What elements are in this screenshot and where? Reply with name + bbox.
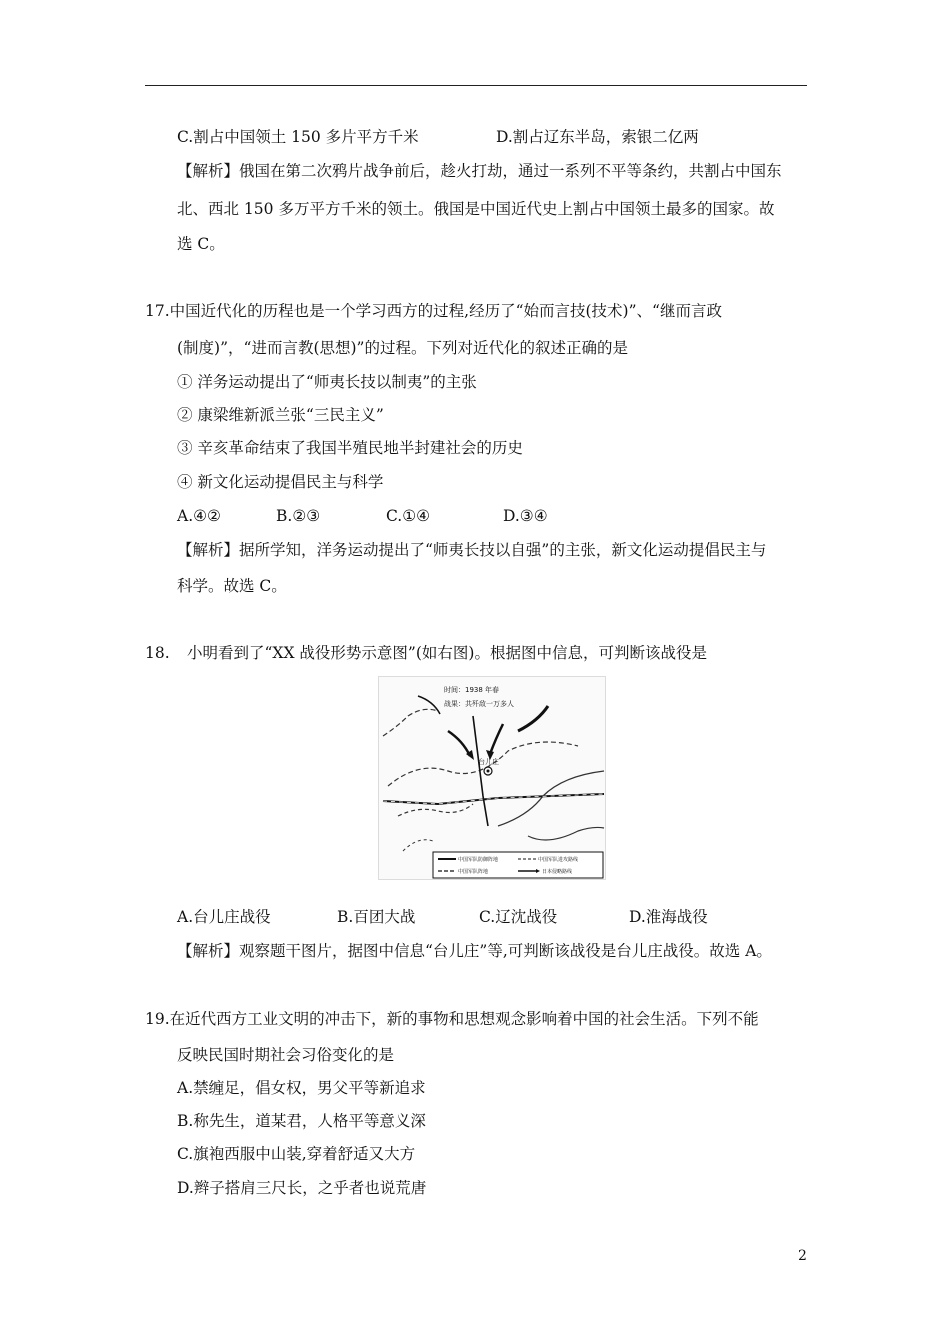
q19-stem-line-2: 反映民国时期社会习俗变化的是 [177, 1046, 395, 1064]
q18-stem: 小明看到了“XX 战役形势示意图”(如右图)。根据图中信息，可判断该战役是 [187, 644, 707, 662]
q17-stem-line-1: 17.中国近代化的历程也是一个学习西方的过程,经历了“始而言技(技术)”、“继而言政 [145, 302, 722, 320]
q19-option-d: D.辫子搭肩三尺长，之乎者也说荒唐 [177, 1179, 427, 1197]
q17-statement-3: ③ 辛亥革命结束了我国半殖民地半封建社会的历史 [177, 439, 523, 457]
map-legend-2: 中国军队进攻路线 [538, 857, 579, 863]
q18-option-d: D.淮海战役 [629, 908, 708, 926]
battle-map-figure [378, 676, 606, 880]
q16-option-c: C.割占中国领土 150 多片平方千米 [177, 128, 419, 146]
q19-stem-line-1: 19.在近代西方工业文明的冲击下，新的事物和思想观念影响着中国的社会生活。下列不能 [145, 1010, 759, 1028]
q17-analysis-line-2: 科学。故选 C。 [177, 577, 287, 595]
q17-option-b: B.②③ [276, 507, 321, 525]
q18-option-b: B.百团大战 [337, 908, 416, 926]
q17-statement-4: ④ 新文化运动提倡民主与科学 [177, 473, 384, 491]
map-legend-3: 中国军队阵地 [458, 869, 489, 875]
q17-statement-1: ① 洋务运动提出了“师夷长技以制夷”的主张 [177, 373, 477, 391]
q17-statement-2: ② 康梁维新派兰张“三民主义” [177, 406, 384, 424]
q18-option-a: A.台儿庄战役 [177, 908, 271, 926]
q17-option-d: D.③④ [503, 507, 548, 525]
header-rule [145, 85, 807, 86]
q16-option-d: D.割占辽东半岛，索银二亿两 [496, 128, 699, 146]
map-result-label: 战果：共歼敌一万多人 [444, 700, 514, 708]
q17-option-a: A.④② [177, 507, 221, 525]
q18-number: 18. [145, 644, 170, 662]
q17-option-c: C.①④ [386, 507, 431, 525]
map-city-label: 台儿庄 [478, 758, 499, 766]
map-legend-4: 日本侵略路线 [542, 869, 573, 875]
q16-analysis-line-1: 【解析】俄国在第二次鸦片战争前后，趁火打劫，通过一系列不平等条约，共割占中国东 [177, 162, 782, 180]
q18-analysis: 【解析】观察题干图片，据图中信息“台儿庄”等,可判断该战役是台儿庄战役。故选 A。 [177, 942, 772, 960]
page-number: 2 [798, 1248, 807, 1264]
map-legend-1: 中国军队防御阵地 [458, 857, 499, 863]
q19-option-b: B.称先生，道某君，人格平等意义深 [177, 1112, 426, 1130]
q17-stem-line-2: (制度)”，“进而言教(思想)”的过程。下列对近代化的叙述正确的是 [177, 339, 628, 357]
q16-analysis-line-2: 北、西北 150 多万平方千米的领土。俄国是中国近代史上割占中国领土最多的国家。故 [177, 200, 775, 218]
q19-option-a: A.禁缠足，倡女权，男父平等新追求 [177, 1079, 426, 1097]
q19-option-c: C.旗袍西服中山装,穿着舒适又大方 [177, 1145, 416, 1163]
q16-analysis-line-3: 选 C。 [177, 235, 225, 253]
q18-option-c: C.辽沈战役 [479, 908, 558, 926]
map-time-label: 时间：1938 年春 [444, 686, 500, 694]
q17-analysis-line-1: 【解析】据所学知，洋务运动提出了“师夷长技以自强”的主张，新文化运动提倡民主与 [177, 541, 767, 559]
